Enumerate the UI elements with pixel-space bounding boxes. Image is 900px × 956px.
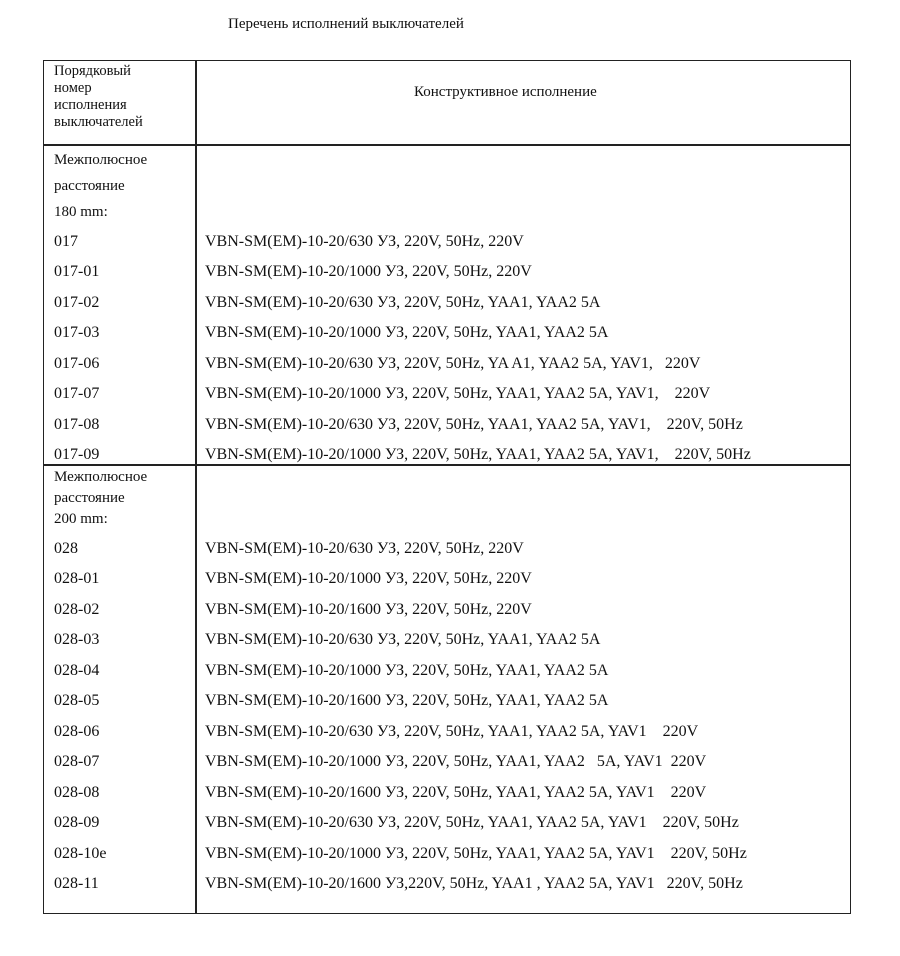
column-divider [195, 60, 197, 914]
row-description: VBN-SM(EM)-10-20/1600 УЗ, 220V, 50Hz, 220V [205, 601, 532, 618]
row-number: 028-03 [54, 631, 100, 648]
section-label-line: 180 mm: [54, 204, 108, 220]
row-number: 028-05 [54, 692, 100, 709]
row-number: 028-02 [54, 601, 100, 618]
row-number: 028-09 [54, 814, 100, 831]
header-divider [43, 144, 851, 146]
row-number: 017-02 [54, 294, 100, 311]
page-title: Перечень исполнений выключателей [228, 16, 464, 32]
row-description: VBN-SM(EM)-10-20/630 УЗ, 220V, 50Hz, YA A1, YAA2 5A, YAV1, 220V [205, 355, 701, 372]
section-label-line: Межполюсное [54, 152, 148, 168]
row-description: VBN-SM(EM)-10-20/630 УЗ, 220V, 50Hz, YAA1, YAA2 5A [205, 631, 601, 648]
row-description: VBN-SM(EM)-10-20/1000 УЗ, 220V, 50Hz, YAA1, YAA2 5A, YAV1 220V, 50Hz [205, 845, 747, 862]
row-description: VBN-SM(EM)-10-20/1000 УЗ, 220V, 50Hz, YAA1, YAA2 5A [205, 662, 609, 679]
row-number: 017-07 [54, 385, 100, 402]
row-description: VBN-SM(EM)-10-20/630 УЗ, 220V, 50Hz, 220V [205, 540, 524, 557]
section-label-line: Межполюсное [54, 469, 148, 485]
row-number: 017-09 [54, 446, 100, 463]
row-number: 028-07 [54, 753, 100, 770]
row-description: VBN-SM(EM)-10-20/1600 УЗ, 220V, 50Hz, YAA1, YAA2 5A [205, 692, 609, 709]
row-number: 028-10e [54, 845, 107, 862]
row-number: 017-08 [54, 416, 100, 433]
header-col-number [54, 63, 194, 131]
row-description: VBN-SM(EM)-10-20/1600 УЗ,220V, 50Hz, YAA1 , YAA2 5A, YAV1 220V, 50Hz [205, 875, 743, 892]
row-number: 028-06 [54, 723, 100, 740]
row-description: VBN-SM(EM)-10-20/1000 УЗ, 220V, 50Hz, 220V [205, 570, 532, 587]
row-description: VBN-SM(EM)-10-20/1000 УЗ, 220V, 50Hz, YAA1, YAA2 5A, YAV1 220V [205, 753, 707, 770]
row-number: 017 [54, 233, 78, 250]
row-description: VBN-SM(EM)-10-20/1000 УЗ, 220V, 50Hz, YAA1, YAA2 5A, YAV1, 220V, 50Hz [205, 446, 751, 463]
row-description: VBN-SM(EM)-10-20/1000 УЗ, 220V, 50Hz, 220V [205, 263, 532, 280]
row-description: VBN-SM(EM)-10-20/1000 УЗ, 220V, 50Hz, YAA1, YAA2 5A, YAV1, 220V [205, 385, 711, 402]
row-number: 028-08 [54, 784, 100, 801]
header-line: номер [54, 80, 92, 96]
row-description: VBN-SM(EM)-10-20/630 УЗ, 220V, 50Hz, YAA1, YAA2 5A, YAV1, 220V, 50Hz [205, 416, 743, 433]
row-number: 028-11 [54, 875, 99, 892]
section-label-line: расстояние [54, 490, 125, 506]
row-description: VBN-SM(EM)-10-20/630 УЗ, 220V, 50Hz, YAA1, YAA2 5A [205, 294, 601, 311]
row-number: 017-03 [54, 324, 100, 341]
row-description: VBN-SM(EM)-10-20/1000 УЗ, 220V, 50Hz, YAA1, YAA2 5A [205, 324, 609, 341]
row-number: 028-04 [54, 662, 100, 679]
row-number: 017-06 [54, 355, 100, 372]
header-line: выключателей [54, 114, 143, 130]
header-col-design: Конструктивное исполнение [414, 84, 597, 100]
header-line: Порядковый [54, 63, 131, 79]
section-label-line: расстояние [54, 178, 125, 194]
row-description: VBN-SM(EM)-10-20/630 УЗ, 220V, 50Hz, YAA1, YAA2 5A, YAV1 220V [205, 723, 699, 740]
section-label-line: 200 mm: [54, 511, 108, 527]
row-description: VBN-SM(EM)-10-20/1600 УЗ, 220V, 50Hz, YAA1, YAA2 5A, YAV1 220V [205, 784, 707, 801]
row-number: 028-01 [54, 570, 100, 587]
row-description: VBN-SM(EM)-10-20/630 УЗ, 220V, 50Hz, YAA1, YAA2 5A, YAV1 220V, 50Hz [205, 814, 739, 831]
row-number: 028 [54, 540, 78, 557]
header-line: исполнения [54, 97, 127, 113]
row-description: VBN-SM(EM)-10-20/630 УЗ, 220V, 50Hz, 220V [205, 233, 524, 250]
row-number: 017-01 [54, 263, 100, 280]
section-divider [43, 464, 851, 466]
